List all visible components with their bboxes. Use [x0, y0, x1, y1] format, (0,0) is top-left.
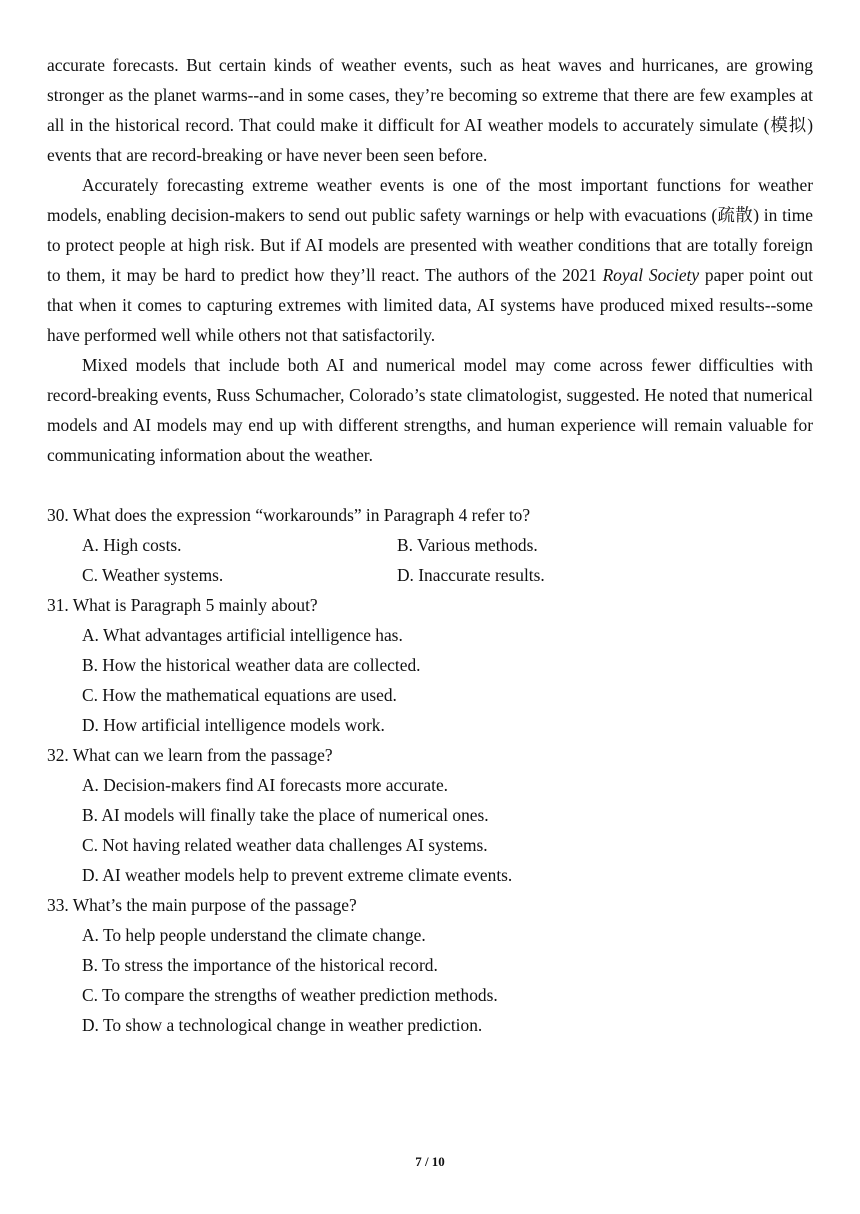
question-32-option-d: D. AI weather models help to prevent extreme climate events.: [82, 865, 513, 885]
question-32-option-a: A. Decision-makers find AI forecasts more accurate.: [82, 775, 449, 795]
document-page: [47, 50, 813, 1040]
question-31-option-d: D. How artificial intelligence models work.: [82, 715, 385, 735]
question-31-option-b: B. How the historical weather data are collected.: [82, 655, 421, 675]
question-30-options-row-2: [82, 560, 813, 590]
passage-paragraph-1: accurate forecasts. But certain kinds of weather events, such as heat waves and hurricanes, are growing stronger as the planet warms--and in some cases, they’re becoming so extreme that there are few examples at all in the historical record. That could make it difficult for AI weather models to accurately simulate (模拟) events that are record-breaking or have never been seen before.: [47, 55, 813, 165]
question-33-option-b: B. To stress the importance of the historical record.: [82, 955, 438, 975]
question-33-option-a: A. To help people understand the climate change.: [82, 925, 426, 945]
question-30-option-b: B. Various methods.: [397, 535, 538, 555]
question-32-stem: 32. What can we learn from the passage?: [47, 745, 333, 765]
passage-paragraph-3: Mixed models that include both AI and numerical model may come across fewer difficulties with record-breaking events, Russ Schumacher, Colorado’s state climatologist, suggested. He noted that numerical models and AI models may end up with different strengths, and human experience will remain valuable for communicating information about the weather.: [47, 355, 813, 465]
journal-title: Royal Society: [602, 265, 700, 285]
question-30-option-c: C. Weather systems.: [82, 565, 224, 585]
passage-paragraph-2-text: Accurately forecasting extreme weather events is one of the most important functions for weather models, enabling decision-makers to send out public safety warnings or help with evacuations (疏散) in time to protect people at high risk. But if AI models are presented with weather conditions that are totally foreign to them, it may be hard to predict how they’ll react. The authors of the 2021: [47, 175, 813, 285]
question-33-stem: 33. What’s the main purpose of the passage?: [47, 895, 357, 915]
question-33-option-c: C. To compare the strengths of weather prediction methods.: [82, 985, 498, 1005]
passage-paragraph-2-text-end: paper point out that when it comes to capturing extremes with limited data, AI systems have produced mixed results--some have performed well while others not that satisfactorily.: [47, 265, 814, 345]
question-32-option-c: C. Not having related weather data challenges AI systems.: [82, 835, 488, 855]
question-31-option-c: C. How the mathematical equations are used.: [82, 685, 397, 705]
question-30-stem: 30. What does the expression “workarounds” in Paragraph 4 refer to?: [47, 505, 531, 525]
question-31-stem: 31. What is Paragraph 5 mainly about?: [47, 595, 318, 615]
question-30-option-a: A. High costs.: [82, 535, 182, 555]
question-33-option-d: D. To show a technological change in weather prediction.: [82, 1015, 483, 1035]
question-30-options-row-1: [82, 530, 813, 560]
question-list: [47, 500, 813, 1040]
page-number: 7 / 10: [415, 1154, 445, 1169]
question-32-option-b: B. AI models will finally take the place of numerical ones.: [82, 805, 489, 825]
passage-paragraph-2: [47, 170, 813, 350]
question-31-option-a: A. What advantages artificial intelligence has.: [82, 625, 403, 645]
question-30-option-d: D. Inaccurate results.: [397, 565, 545, 585]
